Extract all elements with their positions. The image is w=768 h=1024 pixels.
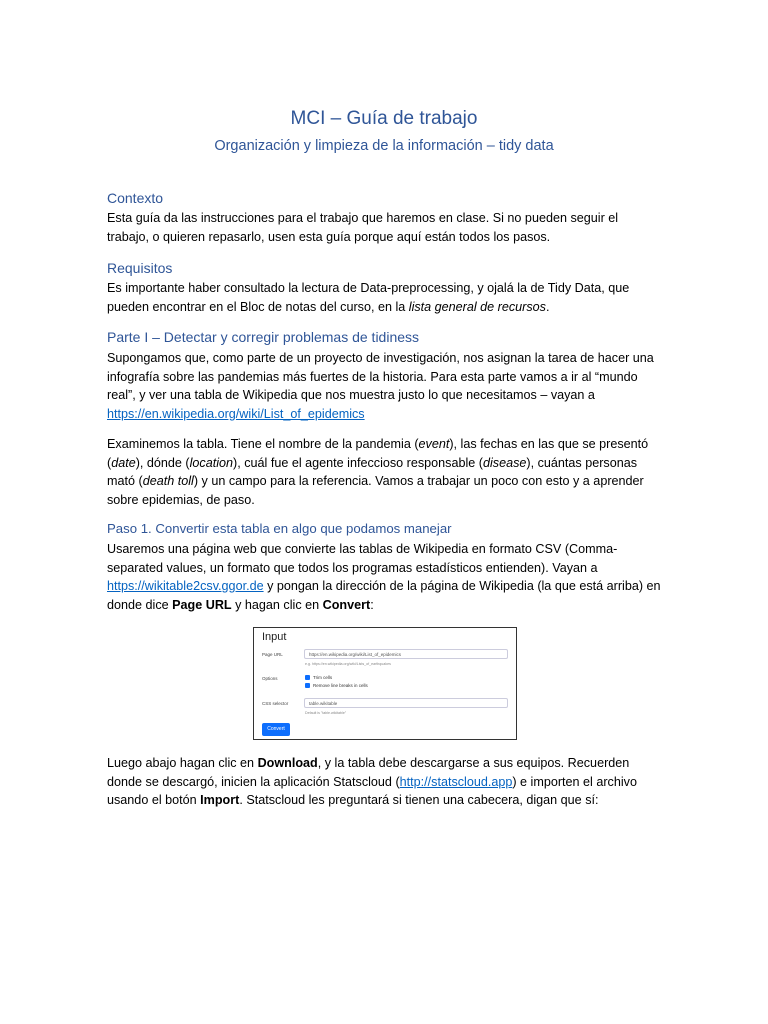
requisitos-text: Es importante haber consultado la lectura de Data-preprocessing, y ojalá la de Tidy Data, que pueden encontrar en el Bloc de notas del curso, en la (107, 281, 630, 314)
page-url-label: Page URL (262, 652, 283, 657)
paragraph-contexto: Esta guía da las instrucciones para el trabajo que haremos en clase. Si no pueden seguir el trabajo, o quieren repasarlo, usen esta guía porque aquí están todos los pasos. (107, 211, 619, 244)
bold-page-url: Page URL (172, 597, 232, 612)
form-title: Input (262, 631, 287, 643)
heading-paso-1: Paso 1. Convertir esta tabla en algo que podamos manejar (107, 521, 452, 536)
remove-line-breaks-label: Remove line breaks in cells (313, 683, 368, 688)
heading-requisitos: Requisitos (107, 260, 173, 276)
wikipedia-epidemics-link[interactable]: https://en.wikipedia.org/wiki/List_of_epidemics (107, 406, 365, 421)
statscloud-link[interactable]: http://statscloud.app (399, 774, 513, 789)
heading-contexto: Contexto (107, 190, 164, 206)
css-selector-label: CSS selector (262, 701, 289, 706)
paragraph-requisitos (107, 279, 662, 316)
term-location: location (189, 455, 234, 470)
document-subtitle: Organización y limpieza de la información – tidy data (214, 138, 554, 154)
text-seg: Examinemos la tabla. Tiene el nombre de la pandemia ( (107, 437, 419, 451)
paragraph-paso-1 (107, 540, 662, 614)
parte-1-text: Supongamos que, como parte de un proyecto de investigación, nos asignan la tarea de hacer una infografía sobre las pandemias más fuertes de la historia. Para esta parte vamos a ir al “mundo real”, y ver una tabla de Wikipedia que nos muestra justo lo que necesitamos – vayan a (107, 351, 654, 402)
paragraph-download (107, 754, 662, 810)
bold-convert: Convert (322, 597, 371, 612)
trim-cells-label: Trim cells (313, 675, 333, 680)
options-label: Options (262, 676, 278, 681)
input-form-screenshot (253, 627, 517, 740)
text-seg: ) e importen el archivo usando el botón (107, 774, 637, 807)
page-url-help: e.g. https://en.wikipedia.org/wiki/Lists_of_earthquakes (305, 662, 391, 666)
trim-cells-checkbox[interactable] (305, 675, 310, 680)
text-seg: , y la tabla debe descargarse a sus equipos. Recuerden donde se descargó, inicien la aplicación Statscloud ( (107, 756, 630, 789)
text-seg: y hagan clic en (231, 597, 323, 612)
text-seg: ), las fechas en las que se presentó ( (107, 437, 649, 470)
term-death-toll: death toll (142, 474, 194, 488)
document-title: MCI – Guía de trabajo (290, 108, 478, 129)
css-selector-input[interactable]: table.wikitable (304, 698, 508, 708)
requisitos-italic: lista general de recursos (408, 299, 546, 314)
term-disease: disease (482, 455, 527, 470)
text-seg: ), cuántas personas mató ( (107, 455, 638, 488)
term-event: event (418, 437, 450, 451)
term-date: date (111, 455, 136, 470)
text-seg: . Statscloud les preguntará si tienen una cabecera, digan que sí: (239, 793, 599, 807)
convert-button[interactable]: Convert (262, 723, 290, 736)
page-url-input[interactable]: https://en.wikipedia.org/wiki/List_of_epidemics (304, 649, 508, 659)
remove-line-breaks-checkbox[interactable] (305, 683, 310, 688)
text-seg: ), cuál fue el agente infeccioso responsable ( (233, 455, 483, 470)
text-seg: ), dónde ( (135, 455, 190, 470)
text-seg: Luego abajo hagan clic en (107, 756, 258, 770)
paragraph-parte-1 (107, 349, 662, 423)
requisitos-end: . (545, 299, 550, 314)
css-selector-help: Default is "table.wikitable" (305, 711, 347, 715)
text-seg: : (370, 597, 374, 612)
text-seg: Usaremos una página web que convierte las tablas de Wikipedia en formato CSV (Comma-separated values, un formato que todos los programas estadísticos entienden). Vayan a (107, 542, 618, 575)
bold-download: Download (257, 756, 318, 770)
paragraph-examinemos (107, 435, 662, 509)
wikitable2csv-link[interactable]: https://wikitable2csv.ggor.de (107, 579, 264, 593)
text-seg: ) y un campo para la referencia. Vamos a trabajar un poco con esto y a aprender sobre epidemias, de paso. (107, 474, 644, 507)
text-seg: y pongan la dirección de la página de Wikipedia (la que está arriba) en donde dice (107, 579, 661, 612)
heading-parte-1: Parte I – Detectar y corregir problemas de tidiness (107, 329, 420, 345)
bold-import: Import (200, 793, 240, 807)
